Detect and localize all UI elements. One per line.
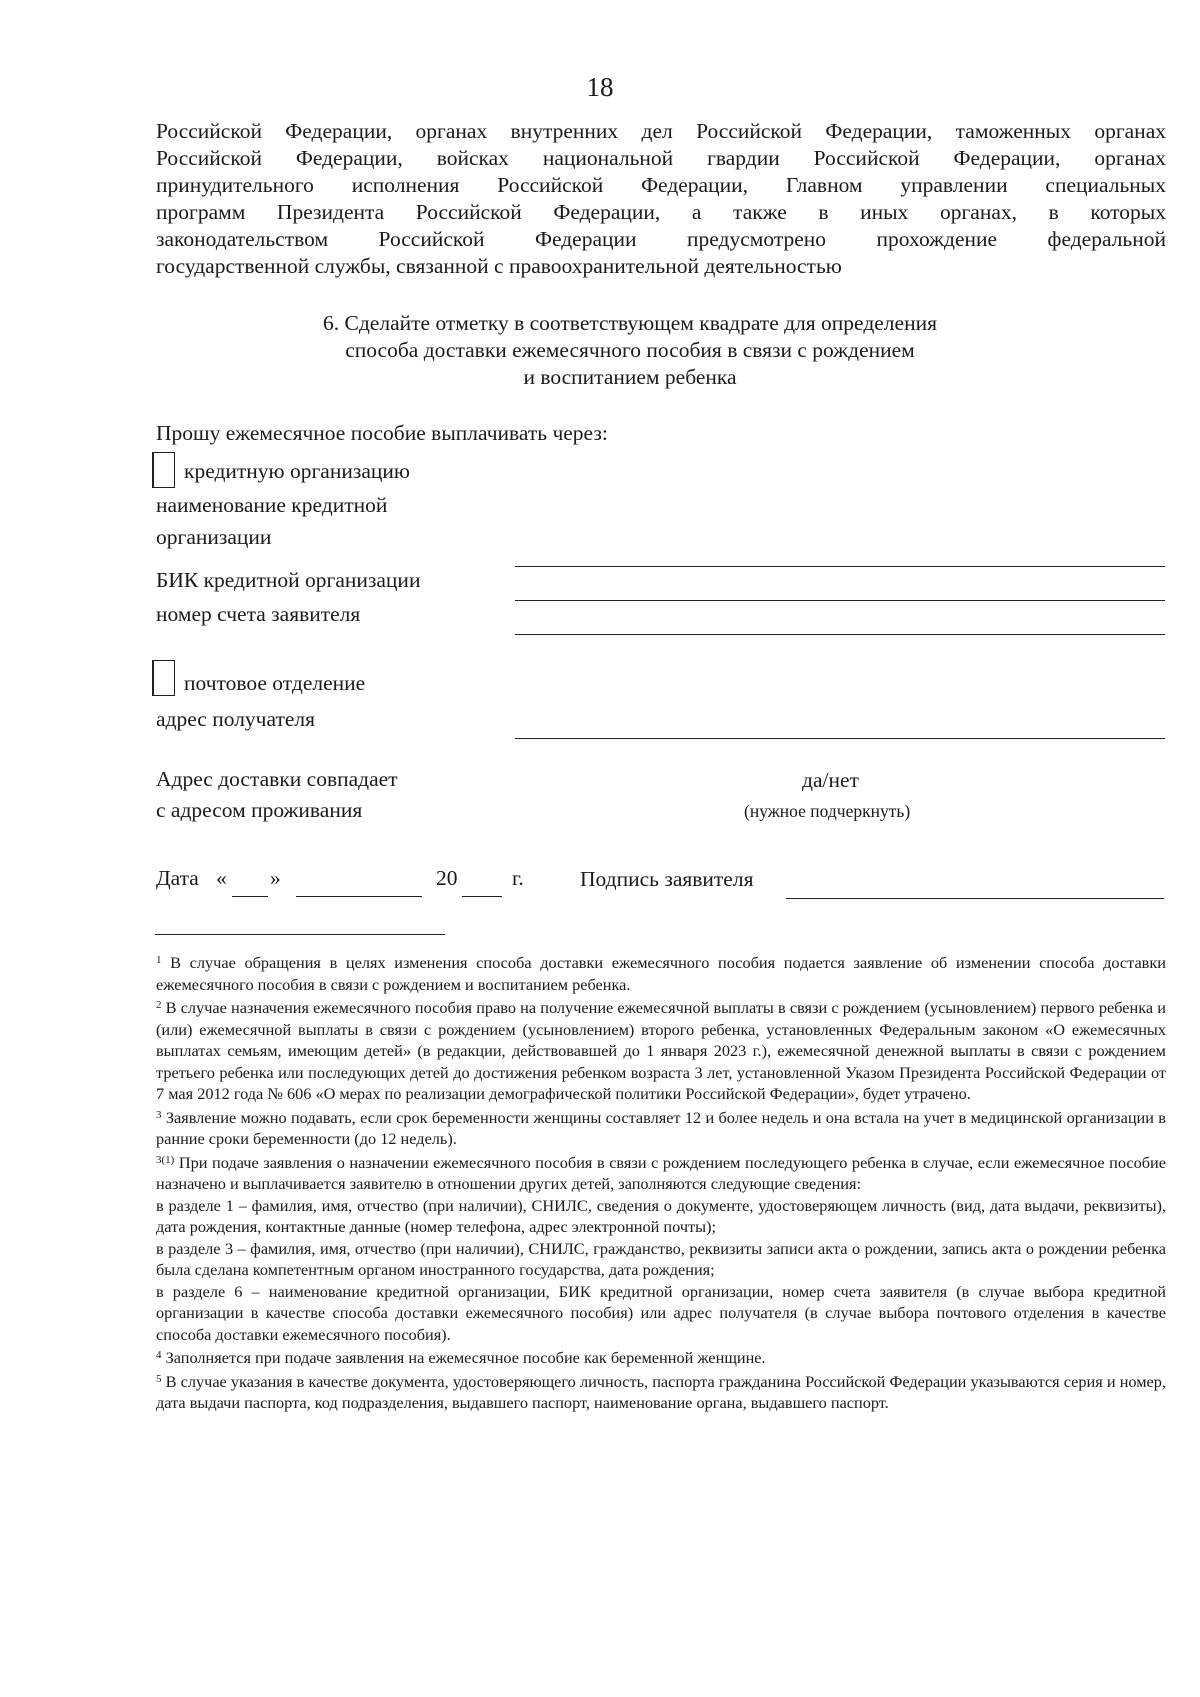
date-label: Дата — [156, 866, 199, 890]
intro-line: Российской Федерации, органах внутренних дел Российской Федерации, таможенных органах — [156, 119, 1166, 143]
signature-field[interactable] — [786, 898, 1164, 899]
section-title-line: и воспитанием ребенка — [523, 365, 737, 389]
bik-label: БИК кредитной организации — [156, 568, 421, 592]
intro-line: Российской Федерации, войсках национальной гвардии Российской Федерации, органах — [156, 146, 1166, 170]
intro-line: программ Президента Российской Федерации, а также в иных органах, в которых — [156, 200, 1166, 224]
date-year-field[interactable] — [462, 896, 502, 897]
section-title-line: 6. Сделайте отметку в соответствующем квадрате для определения — [323, 311, 937, 335]
date-day-field[interactable] — [232, 896, 268, 897]
footnote-item — [156, 1195, 1166, 1238]
intro-line: законодательством Российской Федерации предусмотрено прохождение федеральной — [156, 227, 1166, 251]
footnote-mark: 2 — [156, 999, 162, 1011]
recipient-address-field[interactable] — [515, 738, 1165, 739]
credit-org-option-label: кредитную организацию — [184, 459, 410, 483]
footnote-3-1 — [156, 1150, 1166, 1195]
footnote-text: Заявление можно подавать, если срок беременности женщины составляет 12 и более недель и она встала на учет в медицинской организации в ранние сроки беременности (до 12 недель). — [156, 1107, 1166, 1148]
footnote-item — [156, 1238, 1166, 1281]
section-title-line: способа доставки ежемесячного пособия в связи с рождением — [345, 338, 915, 362]
account-label: номер счета заявителя — [156, 602, 361, 626]
footnote-mark: 5 — [156, 1372, 162, 1385]
footnote-mark: 4 — [156, 1349, 162, 1361]
footnote-divider — [155, 934, 445, 935]
intro-line: принудительного исполнения Российской Федерации, Главном управлении специальных — [156, 173, 1166, 197]
footnote-text: в разделе 6 – наименование кредитной организации, БИК кредитной организации, номер счета заявителя (в случае выбора кредитной организации в качестве способа доставки ежемесячного пособия) или адрес получателя (в случае выбора почтового отделения в качестве способа доставки ежемесячного пособия). — [156, 1281, 1166, 1344]
page-number: 18 — [586, 72, 614, 102]
underline-hint: (нужное подчеркнуть) — [744, 801, 911, 821]
footnote-text: В случае назначения ежемесячного пособия право на получение ежемесячной выплаты в связи с рождением (усыновлением) первого ребенка и (или) ежемесячной выплаты в связи с рождением (усыновлением) второго ребенка, установленных Федеральным законом «О ежемесячных выплатах семьям, имеющим детей» (в редакции, действовавшей до 1 января 2023 г.), ежемесячной денежной выплаты в связи с рождением третьего ребенка или последующих детей до достижения ребенком возраста 3 лет, установленной Указом Президента Российской Федерации от 7 мая 2012 года № 606 «О мерах по реализации демографической политики Российской Федерации», будет утрачено. — [156, 998, 1166, 1103]
payment-request-label: Прошу ежемесячное пособие выплачивать через: — [156, 421, 608, 445]
year-prefix: 20 — [436, 866, 458, 890]
footnote-mark: 1 — [156, 954, 162, 966]
section-6-title — [300, 310, 960, 391]
account-number-field[interactable] — [515, 634, 1165, 635]
footnote-text: При подаче заявления о назначении ежемесячного пособия в связи с рождением последующего ребенка в случае, если ежемесячное пособие назначено и выплачивается заявителю в отношении других детей, заполняются следующие сведения: — [156, 1152, 1166, 1193]
footnote-mark: 3(1) — [156, 1153, 175, 1166]
footnote-item — [156, 1281, 1166, 1346]
year-suffix: г. — [512, 866, 524, 890]
footnote-4 — [156, 1345, 1166, 1369]
footnote-3 — [156, 1105, 1166, 1150]
credit-org-checkbox[interactable] — [152, 452, 175, 488]
date-quote-close: » — [270, 866, 281, 890]
footnote-text: в разделе 3 – фамилия, имя, отчество (при наличии), СНИЛС, гражданство, реквизиты записи акта о рождении, запись акта о рождении ребенка была сделана компетентным органом иностранного государства, дата рождения; — [156, 1238, 1166, 1279]
credit-org-name-label: наименование кредитной — [156, 493, 388, 517]
intro-paragraph — [156, 118, 1166, 280]
signature-label: Подпись заявителя — [580, 867, 754, 891]
footnote-text: В случае указания в качестве документа, удостоверяющего личность, паспорта гражданина Российской Федерации указываются серия и номер, дата выдачи паспорта, код подразделения, выдавшего паспорт, наименование органа, выдавшего паспорт. — [156, 1371, 1166, 1412]
address-match-label-cont: с адресом проживания — [156, 798, 363, 822]
footnote-2 — [156, 995, 1166, 1105]
address-match-label: Адрес доставки совпадает — [156, 767, 398, 791]
footnote-text: Заполняется при подаче заявления на ежемесячное пособие как беременной женщине. — [165, 1348, 766, 1367]
footnote-1 — [156, 950, 1166, 995]
credit-org-name-label-cont: организации — [156, 525, 272, 549]
footnote-5 — [156, 1369, 1166, 1414]
date-month-field[interactable] — [296, 896, 422, 897]
post-office-checkbox[interactable] — [152, 660, 175, 696]
footnotes — [156, 950, 1166, 1414]
footnote-text: В случае обращения в целях изменения способа доставки ежемесячного пособия подается заявление об изменении способа доставки ежемесячного пособия в связи с рождением и воспитанием ребенка. — [156, 953, 1166, 994]
yes-no-choice[interactable]: да/нет — [802, 768, 859, 792]
footnote-mark: 3 — [156, 1108, 162, 1121]
post-office-option-label: почтовое отделение — [184, 671, 366, 695]
intro-line: государственной службы, связанной с правоохранительной деятельностью — [156, 254, 842, 278]
date-quote-open: « — [216, 866, 227, 890]
footnote-text: в разделе 1 – фамилия, имя, отчество (при наличии), СНИЛС, сведения о документе, удостоверяющем личность (вид, дата выдачи, реквизиты), дата рождения, контактные данные (номер телефона, адрес электронной почты); — [156, 1195, 1166, 1236]
credit-org-name-field[interactable] — [515, 566, 1165, 567]
bik-field[interactable] — [515, 600, 1165, 601]
recipient-address-label: адрес получателя — [156, 707, 316, 731]
